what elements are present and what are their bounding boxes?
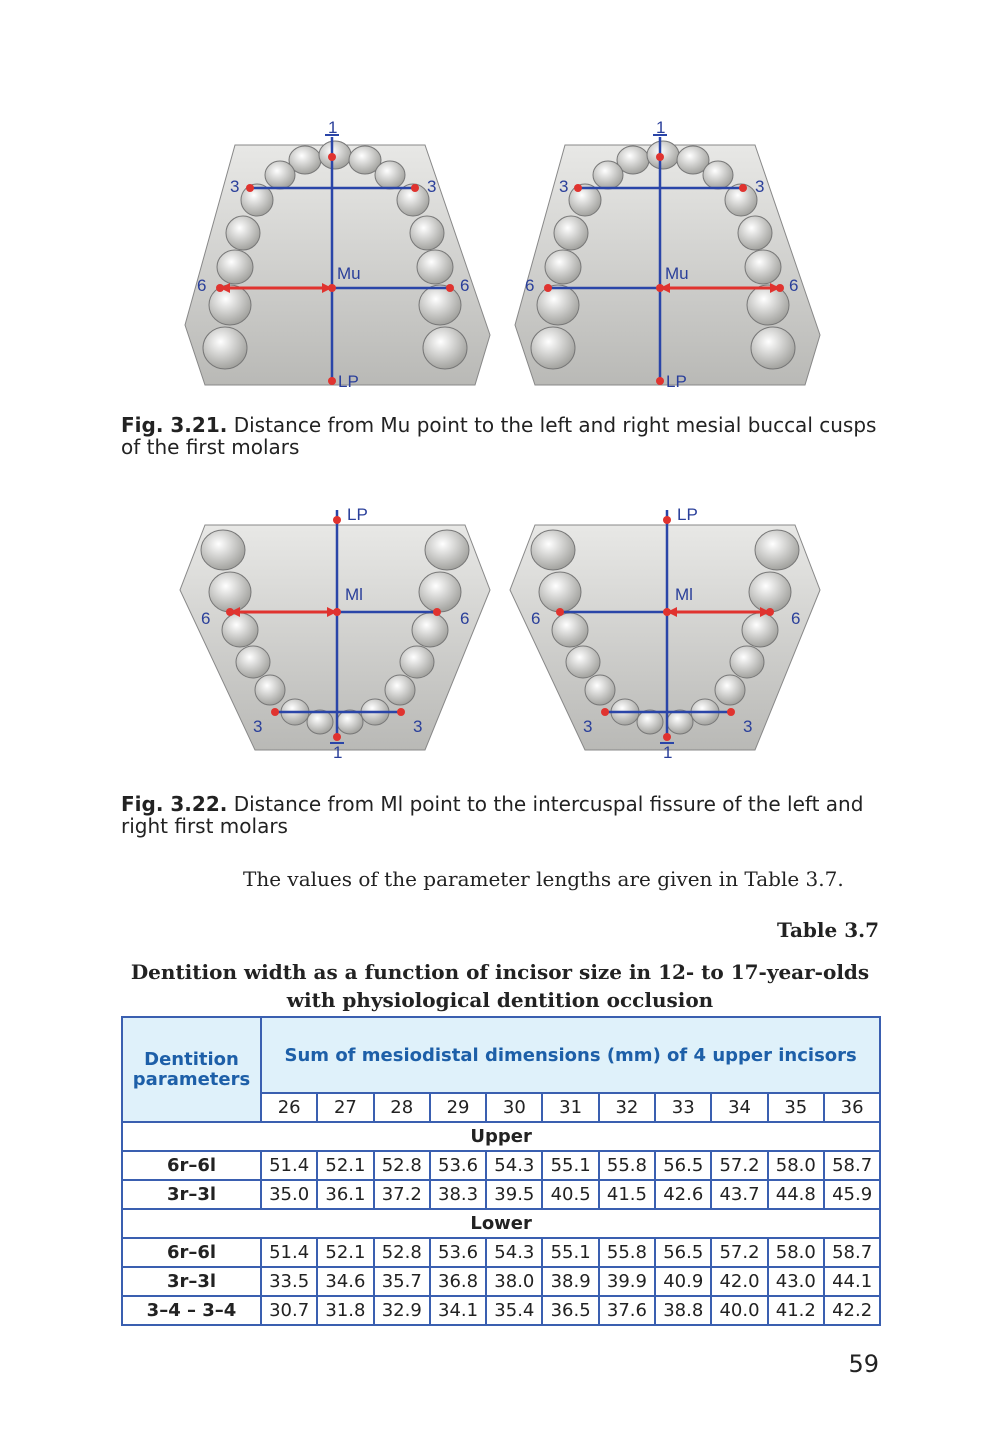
table-cell: 43.0 [768, 1267, 824, 1296]
table-cell: 39.9 [599, 1267, 655, 1296]
table-cell: 58.0 [768, 1238, 824, 1267]
table-title-line-1: Dentition width as a function of incisor size in 12- to 17-year-olds [130, 960, 870, 984]
label-molar-right: 6 [460, 276, 470, 295]
label-incisor: 1 [328, 118, 338, 137]
table-cell: 54.3 [486, 1238, 542, 1267]
table-cell: 44.8 [768, 1180, 824, 1209]
table-cell: 55.8 [599, 1238, 655, 1267]
label-molar-right: 6 [791, 609, 801, 628]
table-cell: 55.1 [542, 1151, 598, 1180]
label-molar-left: 6 [197, 276, 207, 295]
label-ml-point: Ml [345, 585, 363, 604]
table-cell: 35.0 [261, 1180, 317, 1209]
section-label: Upper [122, 1122, 880, 1151]
table-cell: 55.1 [542, 1238, 598, 1267]
column-header: 34 [711, 1093, 767, 1122]
section-label: Lower [122, 1209, 880, 1238]
figure-3-21-caption [121, 414, 881, 458]
section-row [122, 1122, 880, 1151]
table-cell: 36.8 [430, 1267, 486, 1296]
table-cell: 53.6 [430, 1151, 486, 1180]
table-row [122, 1238, 880, 1267]
table-row [122, 1296, 880, 1325]
table-cell: 58.7 [824, 1151, 880, 1180]
column-header: 29 [430, 1093, 486, 1122]
table-cell: 56.5 [655, 1151, 711, 1180]
table-cell: 40.9 [655, 1267, 711, 1296]
table-cell: 57.2 [711, 1151, 767, 1180]
label-molar-right: 6 [789, 276, 799, 295]
label-canine-right: 3 [755, 177, 765, 196]
table-cell: 57.2 [711, 1238, 767, 1267]
row-label: 6r–6l [122, 1151, 261, 1180]
table-cell: 36.5 [542, 1296, 598, 1325]
table-cell: 38.3 [430, 1180, 486, 1209]
table-cell: 33.5 [261, 1267, 317, 1296]
label-canine-right: 3 [413, 717, 423, 736]
column-header: 32 [599, 1093, 655, 1122]
column-header: 26 [261, 1093, 317, 1122]
table-cell: 40.0 [711, 1296, 767, 1325]
table-cell: 39.5 [486, 1180, 542, 1209]
table-cell: 58.7 [824, 1238, 880, 1267]
column-header: 35 [768, 1093, 824, 1122]
label-ml-point: Ml [675, 585, 693, 604]
lower-cast-right [510, 525, 820, 750]
label-lp-point: LP [338, 372, 359, 391]
label-molar-left: 6 [201, 609, 211, 628]
row-label: 3–4 – 3–4 [122, 1296, 261, 1325]
table-cell: 40.5 [542, 1180, 598, 1209]
table-cell: 35.7 [374, 1267, 430, 1296]
label-canine-left: 3 [253, 717, 263, 736]
table-cell: 32.9 [374, 1296, 430, 1325]
body-paragraph: The values of the parameter lengths are given in Table 3.7. [243, 867, 844, 891]
table-cell: 42.2 [824, 1296, 880, 1325]
dentition-width-table [121, 1016, 881, 1326]
table-cell: 51.4 [261, 1151, 317, 1180]
table-cell: 41.2 [768, 1296, 824, 1325]
column-header: 27 [317, 1093, 373, 1122]
table-cell: 38.0 [486, 1267, 542, 1296]
table-cell: 43.7 [711, 1180, 767, 1209]
column-header: 36 [824, 1093, 880, 1122]
figure-3-21 [175, 115, 835, 395]
label-lp-point: LP [347, 505, 368, 524]
table-cell: 54.3 [486, 1151, 542, 1180]
table-title-line-2: with physiological dentition occlusion [286, 988, 714, 1012]
label-canine-right: 3 [427, 177, 437, 196]
label-mu-point: Mu [337, 264, 361, 283]
upper-jaw-illustration [175, 115, 835, 395]
table-cell: 53.6 [430, 1238, 486, 1267]
label-lp-point: LP [666, 372, 687, 391]
table-cell: 37.6 [599, 1296, 655, 1325]
table-row [122, 1151, 880, 1180]
row-label: 6r–6l [122, 1238, 261, 1267]
label-canine-left: 3 [583, 717, 593, 736]
table-cell: 42.0 [711, 1267, 767, 1296]
label-molar-left: 6 [531, 609, 541, 628]
label-mu-point: Mu [665, 264, 689, 283]
table-cell: 35.4 [486, 1296, 542, 1325]
caption-text: Distance from Mu point to the left and right mesial buccal cusps of the first molars [121, 413, 877, 459]
label-incisor: 1 [333, 743, 343, 762]
table-header-row [122, 1017, 880, 1093]
param-header: Dentition parameters [122, 1017, 261, 1122]
caption-text: Distance from Ml point to the intercuspal fissure of the left and right first molars [121, 792, 864, 838]
table-cell: 45.9 [824, 1180, 880, 1209]
label-lp-point: LP [677, 505, 698, 524]
label-incisor: 1 [663, 743, 673, 762]
section-row [122, 1209, 880, 1238]
label-incisor: 1 [656, 118, 666, 137]
table-cell: 42.6 [655, 1180, 711, 1209]
table-cell: 44.1 [824, 1267, 880, 1296]
row-label: 3r–3l [122, 1180, 261, 1209]
table-cell: 52.1 [317, 1238, 373, 1267]
table-cell: 52.8 [374, 1238, 430, 1267]
table-cell: 37.2 [374, 1180, 430, 1209]
row-label: 3r–3l [122, 1267, 261, 1296]
table-cell: 36.1 [317, 1180, 373, 1209]
table-cell: 56.5 [655, 1238, 711, 1267]
table-number: Table 3.7 [777, 918, 879, 942]
table-cell: 31.8 [317, 1296, 373, 1325]
label-molar-left: 6 [525, 276, 535, 295]
table-cell: 58.0 [768, 1151, 824, 1180]
table-cell: 41.5 [599, 1180, 655, 1209]
lower-cast-left [180, 525, 490, 750]
table-cell: 38.8 [655, 1296, 711, 1325]
caption-number: Fig. 3.21. [121, 413, 228, 437]
figure-3-22 [175, 500, 835, 765]
table-row [122, 1267, 880, 1296]
column-header: 31 [542, 1093, 598, 1122]
figure-3-22-caption [121, 793, 881, 837]
table-title [121, 958, 879, 1014]
column-header: 28 [374, 1093, 430, 1122]
lower-jaw-illustration [175, 500, 835, 765]
sum-header: Sum of mesiodistal dimensions (mm) of 4 upper incisors [261, 1017, 880, 1093]
column-header: 30 [486, 1093, 542, 1122]
caption-number: Fig. 3.22. [121, 792, 228, 816]
table-cell: 55.8 [599, 1151, 655, 1180]
table-cell: 51.4 [261, 1238, 317, 1267]
table-cell: 52.8 [374, 1151, 430, 1180]
table-cell: 52.1 [317, 1151, 373, 1180]
page-number: 59 [848, 1350, 879, 1378]
column-header: 33 [655, 1093, 711, 1122]
table-cell: 30.7 [261, 1296, 317, 1325]
table-row [122, 1180, 880, 1209]
label-canine-right: 3 [743, 717, 753, 736]
label-canine-left: 3 [230, 177, 240, 196]
label-molar-right: 6 [460, 609, 470, 628]
table-cell: 34.6 [317, 1267, 373, 1296]
table-cell: 34.1 [430, 1296, 486, 1325]
table-cell: 38.9 [542, 1267, 598, 1296]
label-canine-left: 3 [559, 177, 569, 196]
